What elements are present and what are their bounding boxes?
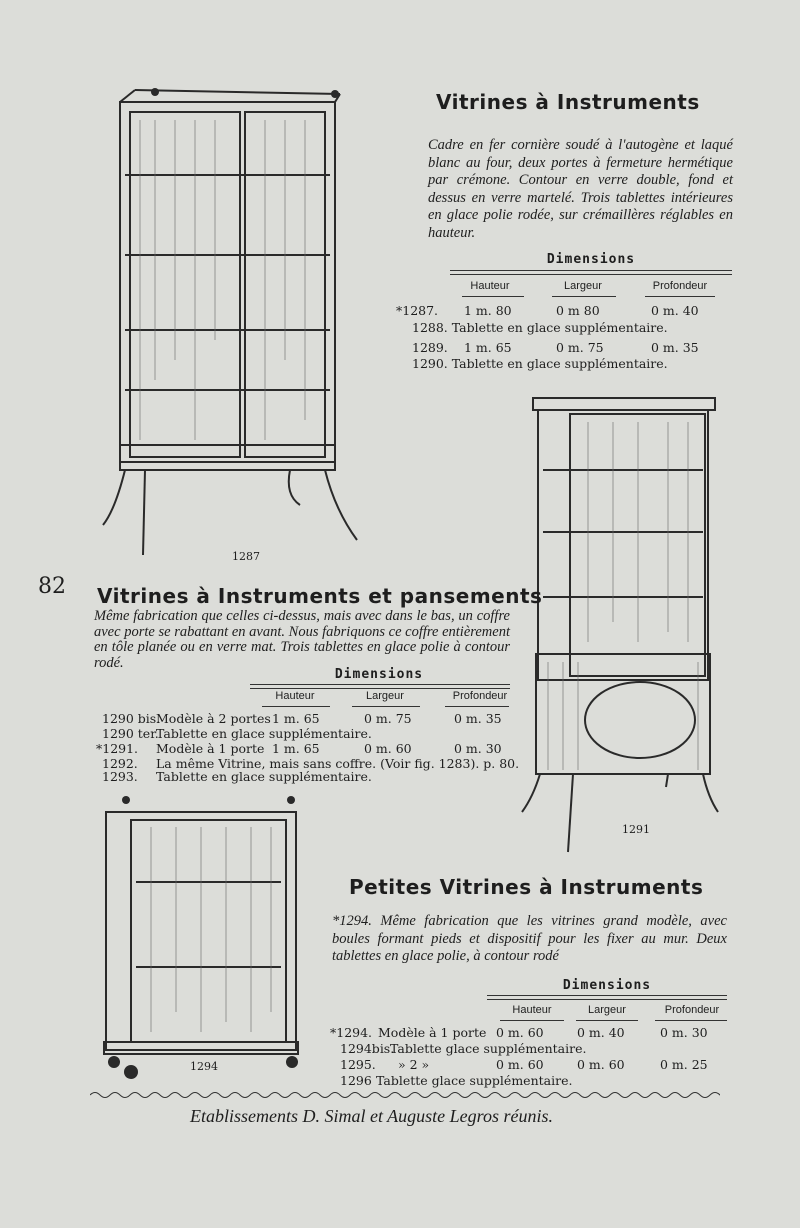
footer-company: Etablissements D. Simal et Auguste Legros réunis. — [190, 1106, 553, 1126]
section3-col-hauteur: Hauteur — [512, 1004, 552, 1016]
wavy-divider — [90, 1090, 720, 1100]
section2-description: Même fabrication que celles ci-dessus, mais avec dans le bas, un coffre avec porte se rabattant en avant. Nous fabriquons ce coffre entièrement en tôle planée ou en verre mat. Trois tablettes en glace polie à contour rodé. — [94, 608, 510, 671]
section2-dimensions-label: Dimensions — [334, 667, 424, 682]
section2-title: Vitrines à Instruments et pansements — [97, 584, 543, 608]
section1-col-profondeur: Profondeur — [652, 280, 708, 292]
section3-col-largeur: Largeur — [588, 1004, 626, 1016]
section1-col-hauteur: Hauteur — [470, 280, 510, 292]
section2-col-hauteur: Hauteur — [275, 690, 315, 702]
vitrine-1294-illustration — [96, 792, 306, 1082]
section2-col-profondeur: Profondeur — [452, 690, 508, 702]
section2-col-largeur: Largeur — [366, 690, 404, 702]
section1-row: 1288. Tablette en glace supplémentaire. — [412, 320, 668, 335]
vitrine-1291-illustration — [518, 392, 723, 857]
figure-label-1287: 1287 — [232, 550, 260, 563]
section3-description: *1294. Même fabrication que les vitrines grand modèle, avec boules formant pieds et dispositif pour les fixer au mur. Deux tablettes en glace polie, à contour rodé — [332, 913, 727, 964]
section3-dimensions-label: Dimensions — [562, 978, 652, 993]
vitrine-1287-illustration — [95, 80, 375, 570]
section3-title: Petites Vitrines à Instruments — [349, 875, 704, 899]
section1-description: Cadre en fer cornière soudé à l'autogène et laqué blanc au four, deux portes à fermeture hermétique par crémone. Contour en verre double, fond et dessus en verre martelé. Trois tablettes intérieures en glace polie rodée, sur crémaillères réglables en hauteur. — [428, 137, 733, 241]
section1-row: 1290. Tablette en glace supplémentaire. — [412, 356, 668, 371]
page-number: 82 — [38, 574, 66, 599]
section1-col-largeur: Largeur — [564, 280, 602, 292]
figure-label-1291: 1291 — [622, 823, 650, 836]
section1-dimensions-label: Dimensions — [546, 252, 636, 267]
section3-col-profondeur: Profondeur — [664, 1004, 720, 1016]
figure-label-1294: 1294 — [190, 1060, 218, 1073]
section1-title: Vitrines à Instruments — [436, 90, 700, 114]
